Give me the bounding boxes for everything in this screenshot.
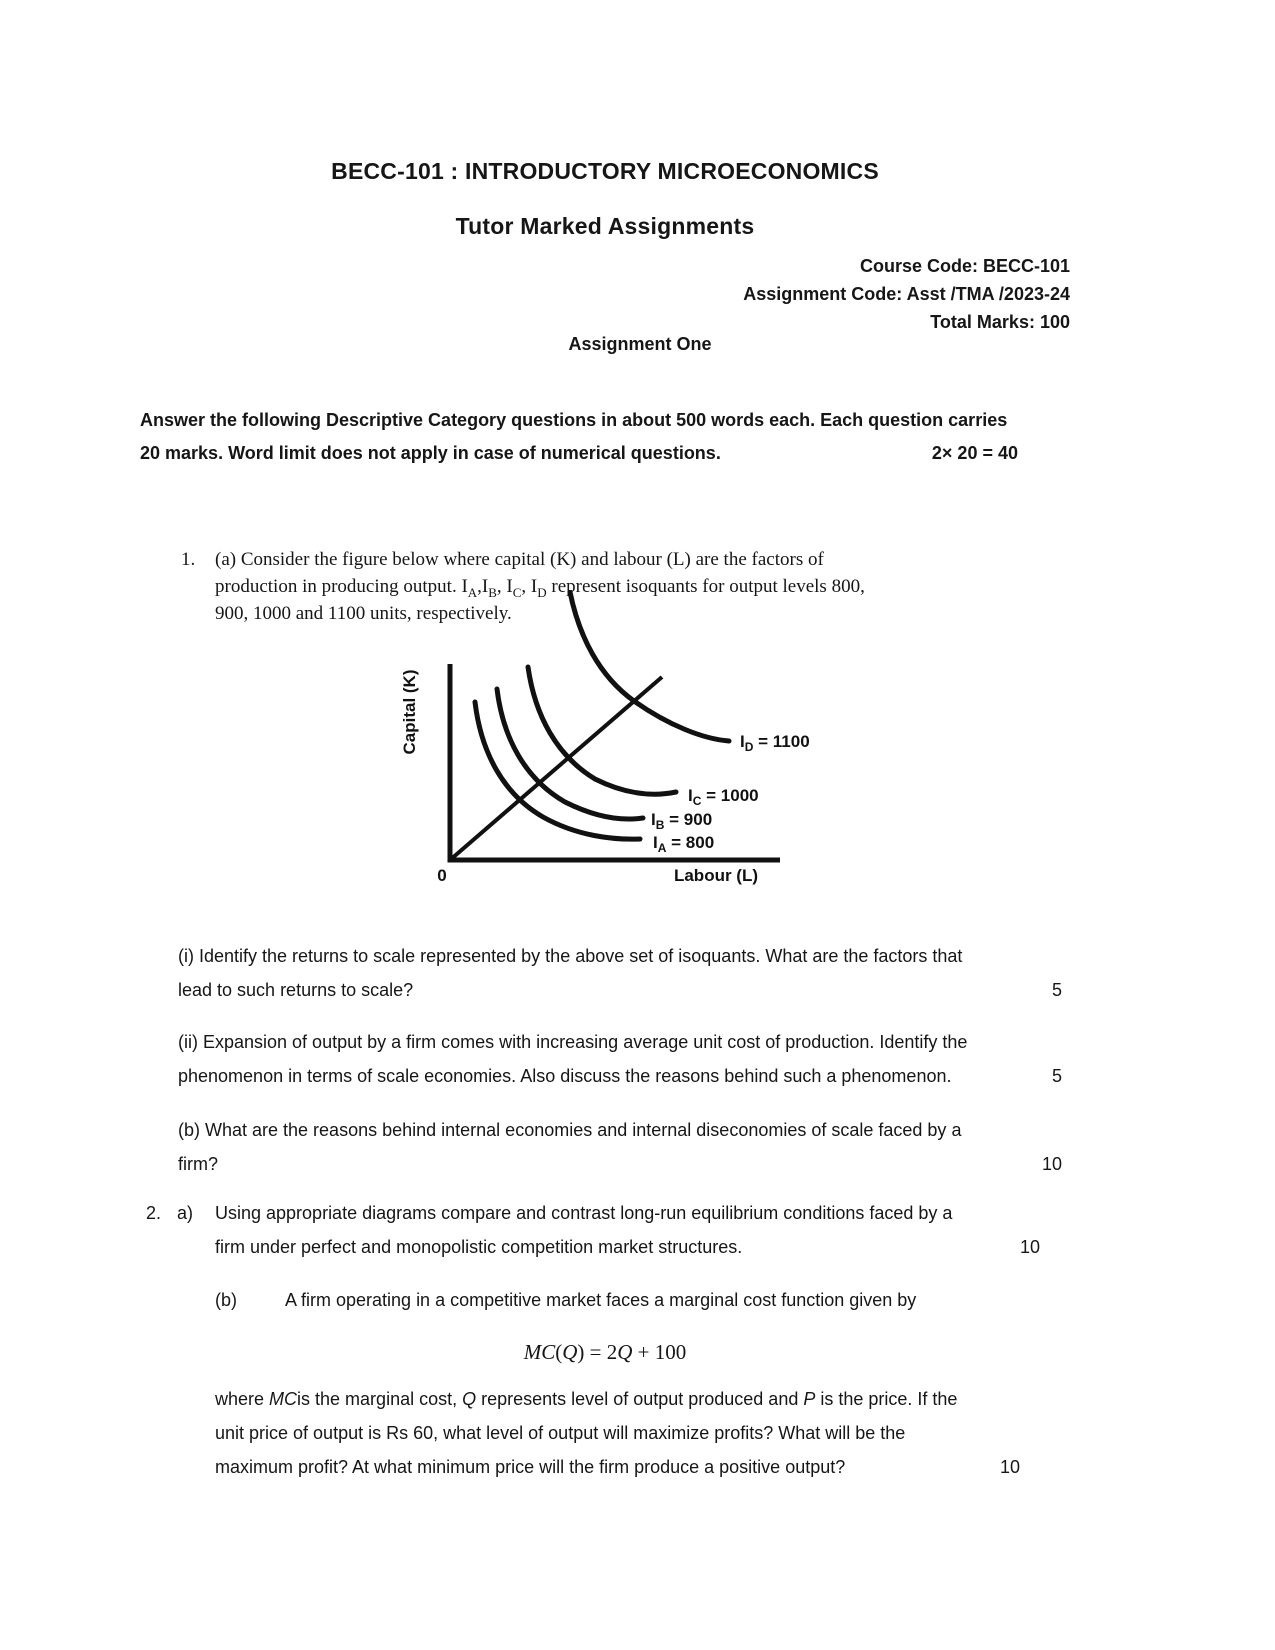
part-b-line-1: (b) What are the reasons behind internal economies and internal diseconomies of scale faced by a bbox=[178, 1120, 962, 1140]
total-marks: Total Marks: 100 bbox=[930, 312, 1070, 332]
y-axis-label: Capital (K) bbox=[400, 669, 419, 755]
question-2-closing bbox=[215, 1382, 1065, 1484]
assignment-code: Assignment Code: Asst /TMA /2023-24 bbox=[743, 284, 1070, 304]
isoquant-label-ID: $I_D = 1100$ bbox=[740, 732, 810, 754]
q2-a-label: a) bbox=[177, 1203, 194, 1223]
course-code: Course Code: BECC-101 bbox=[859, 256, 1070, 276]
instructions-paragraph bbox=[140, 404, 1070, 470]
italic-P: P bbox=[803, 1389, 816, 1409]
question-2-part-a bbox=[146, 1196, 1065, 1264]
closing-line-2: unit price of output is Rs 60, what level of output will maximize profits? What will be the bbox=[215, 1423, 906, 1443]
assignment-meta bbox=[743, 252, 1070, 336]
q1-intro-line-3: 900, 1000 and 1100 units, respectively. bbox=[215, 603, 512, 624]
subscript-D: D bbox=[537, 584, 547, 600]
question-1-part-i bbox=[178, 939, 1065, 1007]
q2-b-label: (b) bbox=[215, 1290, 237, 1310]
question-1-part-b bbox=[178, 1113, 1065, 1181]
question-2-part-b-lead bbox=[215, 1283, 1075, 1317]
document-subtitle: Tutor Marked Assignments bbox=[455, 213, 755, 239]
q2a-marks: 10 bbox=[1019, 1237, 1040, 1257]
isoquant-figure bbox=[385, 590, 840, 895]
closing-line-3: maximum profit? At what minimum price will the firm produce a positive output? bbox=[215, 1457, 846, 1477]
italic-MC: MC bbox=[269, 1389, 298, 1409]
expansion-path-ray bbox=[450, 677, 662, 860]
part-i-marks: 5 bbox=[1051, 980, 1062, 1000]
isoquant-label-IA: $I_A = 800$ bbox=[653, 833, 715, 855]
q2b-text: A firm operating in a competitive market faces a marginal cost function given by bbox=[285, 1290, 917, 1310]
marginal-cost-formula: MC(Q) = 2Q + 100 bbox=[523, 1340, 687, 1364]
section-heading: Assignment One bbox=[568, 334, 712, 354]
isoquant-curve-ID bbox=[570, 592, 729, 741]
italic-Q: Q bbox=[462, 1389, 477, 1409]
q1-intro-line-2: production in producing output. $I_A,I_B$, $I_C$, $I_D$ represent isoquants for output levels 800, bbox=[215, 576, 865, 600]
part-b-marks: 10 bbox=[1041, 1154, 1062, 1174]
q1-intro-line-1: (a) Consider the figure below where capital (K) and labour (L) are the factors of bbox=[215, 549, 824, 570]
x-axis-label: Labour (L) bbox=[673, 866, 759, 885]
isoquant-label-IB: $I_B = 900$ bbox=[651, 810, 713, 832]
instructions-line-1: Answer the following Descriptive Category questions in about 500 words each. Each question carries bbox=[140, 410, 1008, 430]
subscript-C: C bbox=[512, 584, 522, 600]
q2a-line-1: Using appropriate diagrams compare and contrast long-run equilibrium conditions faced by a bbox=[215, 1203, 953, 1223]
part-ii-line-1: (ii) Expansion of output by a firm comes with increasing average unit cost of production. Identify the bbox=[178, 1032, 968, 1052]
part-i-line-1: (i) Identify the returns to scale represented by the above set of isoquants. What are the factors that bbox=[178, 946, 963, 966]
origin-label: 0 bbox=[437, 866, 447, 885]
subscript-A: A bbox=[467, 584, 478, 600]
part-i-line-2: lead to such returns to scale? bbox=[178, 980, 414, 1000]
isoquant-diagram bbox=[385, 590, 840, 890]
subscript-B: B bbox=[488, 584, 497, 600]
closing-marks: 10 bbox=[999, 1457, 1020, 1477]
part-b-line-2: firm? bbox=[178, 1154, 218, 1174]
part-ii-marks: 5 bbox=[1051, 1066, 1062, 1086]
question-1-part-ii bbox=[178, 1025, 1065, 1093]
isoquant-label-IC: $I_C = 1000$ bbox=[688, 786, 759, 808]
question-2-number: 2. bbox=[146, 1203, 162, 1223]
closing-line-1: where MCis the marginal cost, Q represents level of output produced and P is the price. If the bbox=[215, 1389, 958, 1409]
course-title: BECC-101 : INTRODUCTORY MICROECONOMICS bbox=[331, 158, 879, 184]
instructions-line-2: 20 marks. Word limit does not apply in case of numerical questions. bbox=[140, 443, 721, 463]
instructions-marks: 2× 20 = 40 bbox=[931, 443, 1018, 463]
part-ii-line-2: phenomenon in terms of scale economies. Also discuss the reasons behind such a phenomenon. bbox=[178, 1066, 952, 1086]
question-1-number: 1. bbox=[181, 549, 196, 570]
q2a-line-2: firm under perfect and monopolistic competition market structures. bbox=[215, 1237, 743, 1257]
